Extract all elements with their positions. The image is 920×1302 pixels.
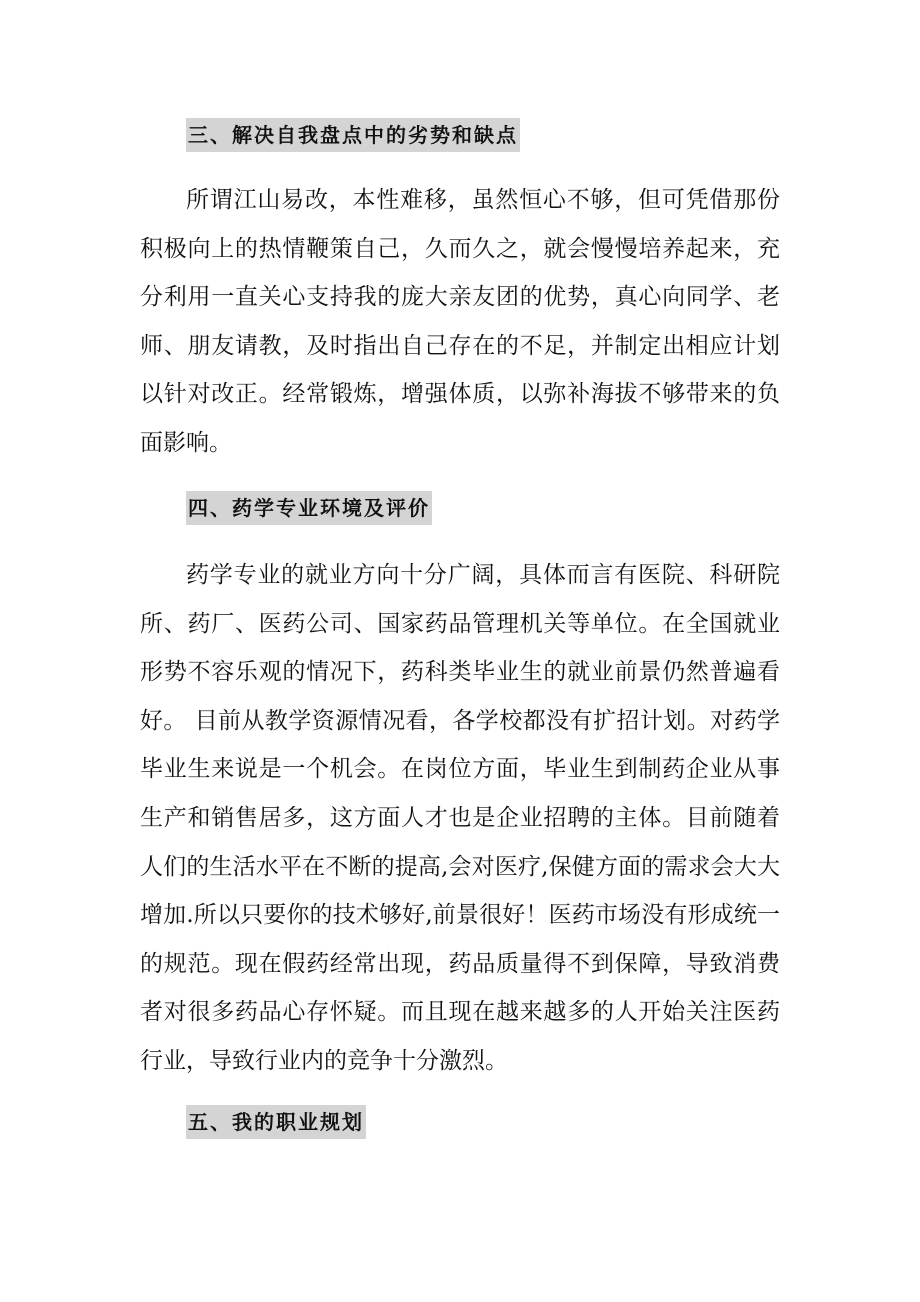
section-heading-4: 四、药学专业环境及评价 [186, 491, 432, 525]
section-body-3: 所谓江山易改，本性难移，虽然恒心不够，但可凭借那份积极向上的热情鞭策自己，久而久之，就会慢慢培养起来，充分利用一直关心支持我的庞大亲友团的优势，真心向同学、老师、朋友请教，及时指出自己存在的不足，并制定出相应计划以针对改正。经常锻炼，增强体质，以弥补海拔不够带来的负面影响。 [140, 187, 780, 456]
section-body-4: 药学专业的就业方向十分广阔，具体而言有医院、科研院所、药厂、医药公司、国家药品管理机关等单位。在全国就业形势不容乐观的情况下，药科类毕业生的就业前景仍然普遍看好。 目前从教学资源情况看，各学校都没有扩招计划。对药学毕业生来说是一个机会。在岗位方面，毕业生到制药企业从事生产和销售居多，这方面人才也是企业招聘的主体。目前随着人们的生活水平在不断的提高,会对医疗,保健方面的需求会大大增加.所以只要你的技术够好,前景很好！医药市场没有形成统一的规范。现在假药经常出现，药品质量得不到保障，导致消费者对很多药品心存怀疑。而且现在越来越多的人开始关注医药行业，导致行业内的竞争十分激烈。 [140, 562, 780, 1074]
section-heading-3: 三、解决自我盘点中的劣势和缺点 [186, 118, 520, 152]
section-heading-5: 五、我的职业规划 [186, 1105, 366, 1139]
